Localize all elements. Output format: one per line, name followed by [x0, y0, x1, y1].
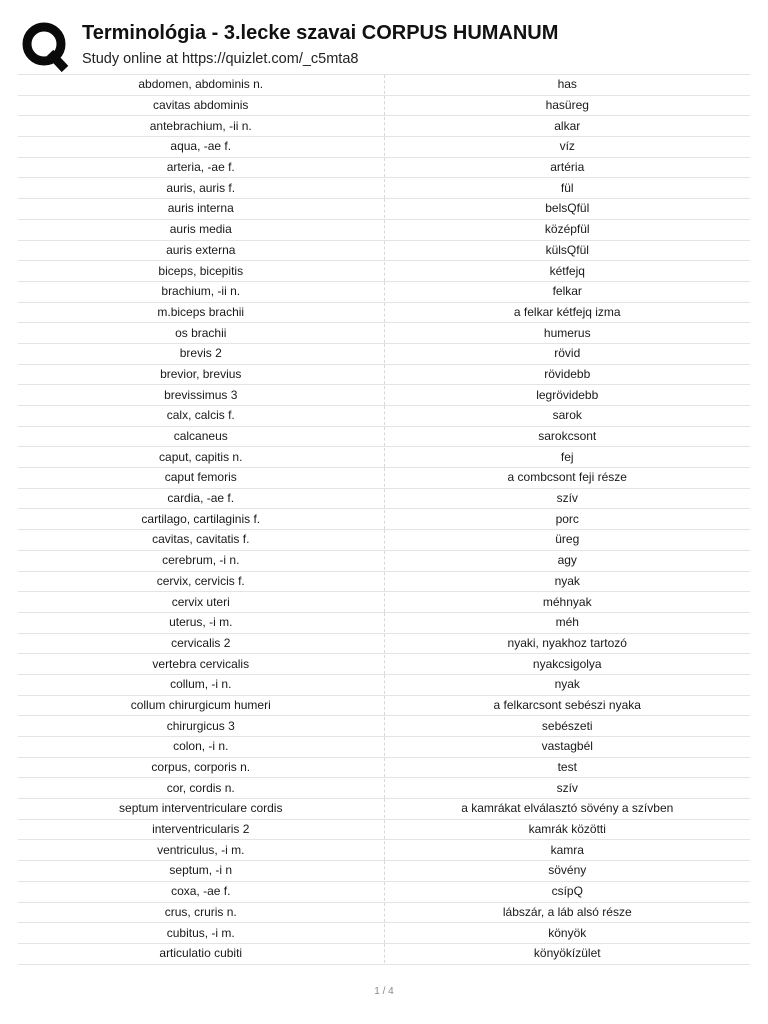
table-row — [18, 303, 750, 324]
definition-cell: agy — [557, 553, 577, 568]
term-cell: abdomen, abdominis n. — [18, 75, 385, 94]
definition-cell: kamrák közötti — [528, 822, 606, 837]
table-row — [18, 447, 750, 468]
table-row — [18, 903, 750, 924]
table-row — [18, 468, 750, 489]
term-cell: cartilago, cartilaginis f. — [18, 510, 385, 529]
table-row — [18, 737, 750, 758]
definition-cell: szív — [556, 780, 578, 795]
definition-cell: a kamrákat elválasztó sövény a szívben — [461, 801, 674, 816]
term-cell: coxa, -ae f. — [18, 882, 385, 901]
definition-cell: belsQfül — [545, 201, 590, 216]
document-header — [0, 0, 768, 74]
page-title: Terminológia - 3.lecke szavai CORPUS HUMANUM — [82, 22, 559, 44]
term-cell: os brachii — [18, 324, 385, 343]
definition-cell: test — [557, 760, 577, 775]
table-row — [18, 220, 750, 241]
definition-cell: a felkar kétfejq izma — [513, 304, 621, 319]
term-cell: auris, auris f. — [18, 179, 385, 198]
definition-cell: legrövidebb — [536, 387, 599, 402]
table-row — [18, 323, 750, 344]
term-cell: biceps, bicepitis — [18, 262, 385, 281]
table-row — [18, 427, 750, 448]
definition-cell: sövény — [548, 863, 587, 878]
definition-cell: sarok — [552, 408, 582, 423]
table-row — [18, 344, 750, 365]
table-row — [18, 509, 750, 530]
definition-cell: humerus — [543, 325, 591, 340]
table-row — [18, 861, 750, 882]
definition-cell: felkar — [552, 284, 582, 299]
term-cell: auris media — [18, 220, 385, 239]
term-cell: cervix, cervicis f. — [18, 572, 385, 591]
term-cell: antebrachium, -ii n. — [18, 117, 385, 136]
table-row — [18, 613, 750, 634]
term-cell: arteria, -ae f. — [18, 158, 385, 177]
table-row — [18, 365, 750, 386]
table-row — [18, 199, 750, 220]
table-row — [18, 551, 750, 572]
term-cell: m.biceps brachii — [18, 303, 385, 322]
term-cell: cervicalis 2 — [18, 634, 385, 653]
table-row — [18, 489, 750, 510]
page-indicator: 1 / 4 — [374, 986, 394, 997]
table-row — [18, 654, 750, 675]
table-row — [18, 820, 750, 841]
table-row — [18, 799, 750, 820]
definition-cell: külsQfül — [545, 242, 589, 257]
definition-cell: hasüreg — [545, 98, 589, 113]
page-subtitle: Study online at https://quizlet.com/_c5mta8 — [82, 51, 359, 67]
term-cell: brevior, brevius — [18, 365, 385, 384]
definition-cell: méhnyak — [542, 594, 592, 609]
definition-cell: üreg — [555, 532, 580, 547]
definition-cell: a felkarcsont sebészi nyaka — [493, 697, 641, 712]
term-cell: cubitus, -i m. — [18, 924, 385, 943]
term-cell: cavitas abdominis — [18, 96, 385, 115]
term-cell: uterus, -i m. — [18, 613, 385, 632]
table-row — [18, 758, 750, 779]
table-row — [18, 116, 750, 137]
table-row — [18, 158, 750, 179]
definition-cell: fül — [560, 180, 574, 195]
definition-cell: rövidebb — [544, 366, 591, 381]
quizlet-q-logo-icon — [20, 20, 70, 72]
term-cell: interventricularis 2 — [18, 820, 385, 839]
definition-cell: alkar — [554, 118, 581, 133]
term-cell: brachium, -ii n. — [18, 282, 385, 301]
table-row — [18, 530, 750, 551]
table-row — [18, 778, 750, 799]
table-row — [18, 75, 750, 96]
table-row — [18, 96, 750, 117]
vocabulary-table — [18, 74, 750, 965]
definition-cell: has — [557, 77, 577, 92]
definition-cell: artéria — [550, 160, 585, 175]
term-cell: colon, -i n. — [18, 737, 385, 756]
table-row — [18, 882, 750, 903]
definition-cell: kétfejq — [549, 263, 585, 278]
definition-cell: nyak — [554, 677, 580, 692]
definition-cell: csípQ — [551, 884, 583, 899]
definition-cell: könyök — [548, 925, 587, 940]
table-row — [18, 137, 750, 158]
term-cell: ventriculus, -i m. — [18, 841, 385, 860]
table-row — [18, 696, 750, 717]
definition-cell: szív — [556, 491, 578, 506]
definition-cell: nyakcsigolya — [532, 656, 602, 671]
table-row — [18, 406, 750, 427]
term-cell: collum chirurgicum humeri — [18, 696, 385, 715]
term-cell: septum, -i n — [18, 861, 385, 880]
term-cell: vertebra cervicalis — [18, 655, 385, 674]
term-cell: cardia, -ae f. — [18, 489, 385, 508]
table-row — [18, 716, 750, 737]
definition-cell: porc — [555, 511, 579, 526]
table-row — [18, 261, 750, 282]
term-cell: brevissimus 3 — [18, 386, 385, 405]
definition-cell: lábszár, a láb alsó része — [502, 904, 632, 919]
definition-cell: nyaki, nyakhoz tartozó — [507, 635, 627, 650]
term-cell: cor, cordis n. — [18, 779, 385, 798]
term-cell: calcaneus — [18, 427, 385, 446]
term-cell: septum interventriculare cordis — [18, 799, 385, 818]
term-cell: crus, cruris n. — [18, 903, 385, 922]
term-cell: corpus, corporis n. — [18, 758, 385, 777]
definition-cell: kamra — [550, 842, 584, 857]
table-row — [18, 385, 750, 406]
term-cell: collum, -i n. — [18, 675, 385, 694]
definition-cell: vastagbél — [541, 739, 593, 754]
definition-cell: méh — [555, 615, 579, 630]
table-row — [18, 592, 750, 613]
term-cell: calx, calcis f. — [18, 406, 385, 425]
definition-cell: középfül — [544, 222, 590, 237]
definition-cell: nyak — [554, 573, 580, 588]
term-cell: caput femoris — [18, 468, 385, 487]
term-cell: auris interna — [18, 199, 385, 218]
definition-cell: sebészeti — [541, 718, 593, 733]
term-cell: brevis 2 — [18, 344, 385, 363]
term-cell: cervix uteri — [18, 593, 385, 612]
table-row — [18, 840, 750, 861]
term-cell: articulatio cubiti — [18, 944, 385, 963]
table-row — [18, 572, 750, 593]
table-row — [18, 634, 750, 655]
definition-cell: rövid — [554, 346, 581, 361]
term-cell: caput, capitis n. — [18, 448, 385, 467]
term-cell: aqua, -ae f. — [18, 137, 385, 156]
term-cell: chirurgicus 3 — [18, 717, 385, 736]
term-cell: auris externa — [18, 241, 385, 260]
definition-cell: víz — [559, 139, 575, 154]
table-row — [18, 675, 750, 696]
definition-cell: fej — [560, 449, 574, 464]
table-row — [18, 241, 750, 262]
table-row — [18, 282, 750, 303]
definition-cell: a combcsont feji része — [507, 470, 627, 485]
table-row — [18, 178, 750, 199]
definition-cell: könyökízület — [533, 946, 601, 961]
term-cell: cerebrum, -i n. — [18, 551, 385, 570]
definition-cell: sarokcsont — [538, 429, 597, 444]
table-row — [18, 923, 750, 944]
table-row — [18, 944, 750, 965]
term-cell: cavitas, cavitatis f. — [18, 530, 385, 549]
